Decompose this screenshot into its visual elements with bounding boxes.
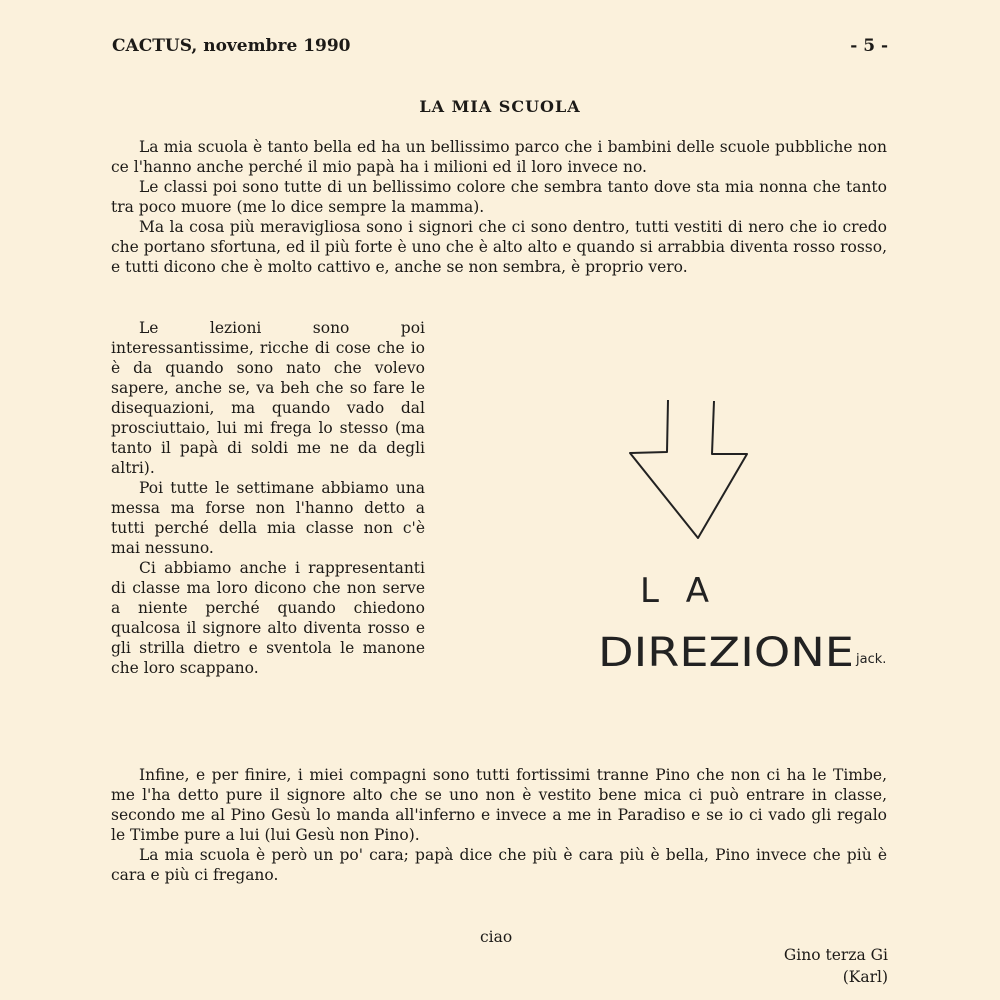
drawing-label-line2: DIREZIONE bbox=[598, 630, 854, 676]
paragraph: Poi tutte le settimane abbiamo una messa ma forse non l'hanno detto a tutti perché della mia classe non c'è mai nessuno. bbox=[111, 479, 425, 557]
page-number: - 5 - bbox=[850, 36, 888, 56]
closing-text: ciao bbox=[480, 928, 513, 946]
paragraph: Le lezioni sono poi interessantissime, ricche di cose che io è da quando sono nato che volevo sapere, anche se, va beh che so fare le disequazioni, ma quando vado dal prosciuttaio, lui mi frega lo stesso (ma tanto il papà di soldi me ne da degli altri). bbox=[111, 319, 425, 477]
article-body-column bbox=[111, 318, 425, 678]
drawing-signoff: jack. bbox=[856, 652, 887, 667]
signature-name: Gino terza Gi bbox=[783, 946, 888, 964]
down-arrow-icon bbox=[630, 400, 747, 538]
page-header bbox=[112, 36, 888, 60]
paragraph: Le classi poi sono tutte di un bellissimo colore che sembra tanto dove sta mia nonna che tanto tra poco muore (me lo dice sempre la mamma). bbox=[111, 178, 887, 216]
paragraph: Ci abbiamo anche i rappresentanti di classe ma loro dicono che non serve a niente perché quando chiedono qualcosa il signore alto diventa rosso e gli strilla dietro e sventola le manone che loro scappano. bbox=[111, 559, 425, 677]
paragraph: La mia scuola è tanto bella ed ha un bellissimo parco che i bambini delle scuole pubbliche non ce l'hanno anche perché il mio papà ha i milioni ed il loro invece no. bbox=[111, 138, 887, 176]
direzione-drawing bbox=[590, 390, 930, 700]
article-body-bottom bbox=[111, 765, 887, 885]
paragraph: Ma la cosa più meravigliosa sono i signori che ci sono dentro, tutti vestiti di nero che io credo che portano sfortuna, ed il più forte è uno che è alto alto e quando si arrabbia diventa rosso rosso, e tutti dicono che è molto cattivo e, anche se non sembra, è proprio vero. bbox=[111, 218, 887, 276]
publication-title: CACTUS, novembre 1990 bbox=[112, 36, 351, 56]
signature-alias: (Karl) bbox=[842, 968, 888, 986]
paragraph: La mia scuola è però un po' cara; papà dice che più è cara più è bella, Pino invece che più è cara e più ci fregano. bbox=[111, 846, 887, 884]
article-title: LA MIA SCUOLA bbox=[419, 97, 581, 116]
author-signature bbox=[784, 944, 888, 988]
article-body-top bbox=[111, 137, 887, 277]
drawing-label-line1: L A bbox=[640, 571, 718, 611]
paragraph: Infine, e per finire, i miei compagni sono tutti fortissimi tranne Pino che non ci ha le Timbe, me l'ha detto pure il signore alto che se uno non è vestito bene mica ci può entrare in classe, secondo me al Pino Gesù lo manda all'inferno e invece a me in Paradiso e se io ci vado gli regalo le Timbe pure a lui (lui Gesù non Pino). bbox=[111, 766, 887, 844]
